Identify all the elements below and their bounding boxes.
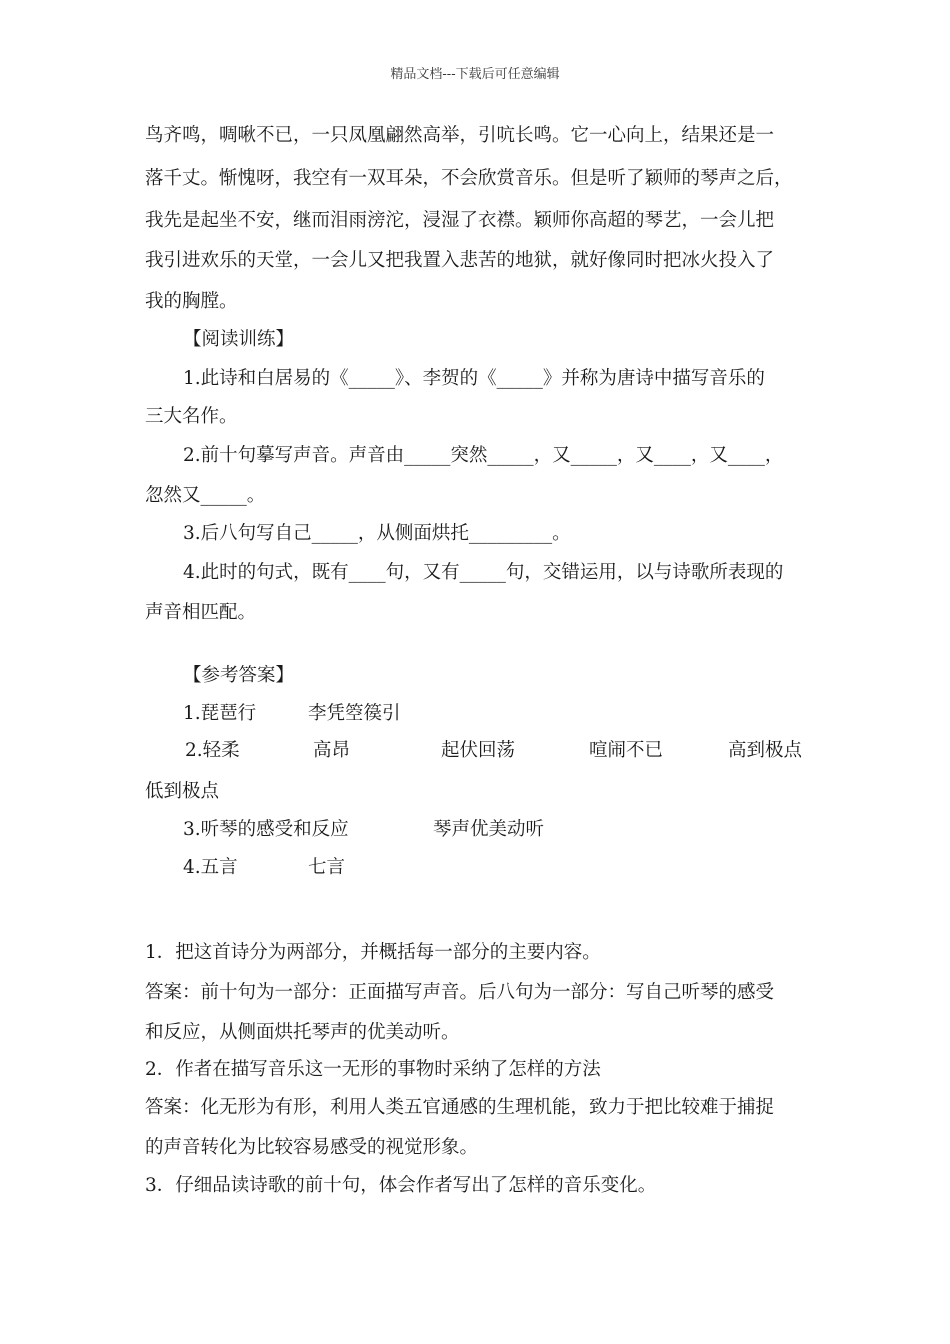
answer-1: 李凭箜篌引 — [308, 703, 401, 724]
answer-2: 起伏回荡 — [441, 740, 516, 761]
passage-line: 落千丈。惭愧呀，我空有一双耳朵，不会欣赏音乐。但是听了颖师的琴声之后， — [145, 168, 793, 189]
page-header: 精品文档---下载后可任意编辑 — [390, 67, 560, 82]
answer-3: 琴声优美动听 — [433, 819, 545, 840]
training-question: 2.前十句摹写声音。声音由_____突然_____，又_____，又____，又____， — [183, 445, 784, 466]
training-question: 三大名作。 — [145, 406, 238, 427]
passage-line: 我的胸膛。 — [145, 291, 238, 312]
training-question: 4.此时的句式，既有____句，又有_____句，交错运用，以与诗歌所表现的 — [183, 562, 784, 583]
qa-line: 3．仔细品读诗歌的前十句，体会作者写出了怎样的音乐变化。 — [145, 1175, 657, 1196]
answer-2: 2.轻柔 — [185, 740, 240, 761]
answer-4: 4.五言 — [183, 857, 238, 878]
training-question: 忽然又_____。 — [145, 485, 266, 506]
training-question: 声音相匹配。 — [145, 602, 257, 623]
training-question: 3.后八句写自己_____，从侧面烘托_________。 — [183, 523, 571, 544]
qa-line: 2．作者在描写音乐这一无形的事物时采纳了怎样的方法 — [145, 1059, 601, 1080]
answers-title: 【参考答案】 — [183, 665, 295, 686]
qa-line: 1．把这首诗分为两部分，并概括每一部分的主要内容。 — [145, 942, 601, 963]
answer-2: 高昂 — [313, 740, 351, 761]
passage-line: 我先是起坐不安，继而泪雨滂沱，浸湿了衣襟。颖师你高超的琴艺，一会儿把 — [145, 210, 775, 231]
qa-line: 的声音转化为比较容易感受的视觉形象。 — [145, 1137, 479, 1158]
qa-line: 答案：化无形为有形，利用人类五官通感的生理机能，致力于把比较难于捕捉 — [145, 1097, 775, 1118]
training-question: 1.此诗和白居易的《_____》、李贺的《_____》并称为唐诗中描写音乐的 — [183, 368, 765, 389]
answer-2-continued: 低到极点 — [145, 781, 220, 802]
qa-line: 答案：前十句为一部分：正面描写声音。后八句为一部分：写自己听琴的感受 — [145, 982, 775, 1003]
answer-4: 七言 — [308, 857, 346, 878]
answer-1: 1.琵琶行 — [183, 703, 257, 724]
passage-line: 鸟齐鸣，啁啾不已，一只凤凰翩然高举，引吭长鸣。它一心向上，结果还是一 — [145, 125, 775, 146]
passage-line: 我引进欢乐的天堂，一会儿又把我置入悲苦的地狱，就好像同时把冰火投入了 — [145, 250, 775, 271]
answer-2: 高到极点 — [728, 740, 803, 761]
qa-line: 和反应，从侧面烘托琴声的优美动听。 — [145, 1022, 460, 1043]
answer-2: 喧闹不已 — [589, 740, 664, 761]
answer-3: 3.听琴的感受和反应 — [183, 819, 349, 840]
training-title: 【阅读训练】 — [183, 329, 295, 350]
